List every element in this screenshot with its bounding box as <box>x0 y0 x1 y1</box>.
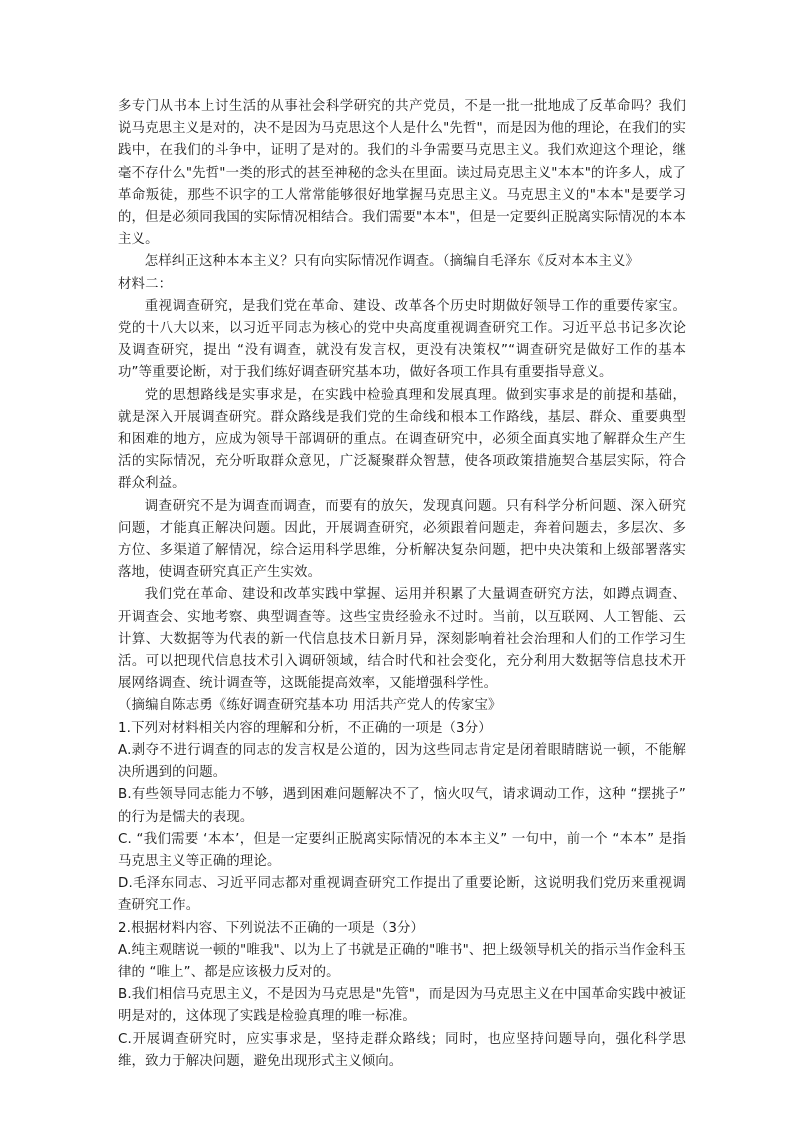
material-two-paragraph-3: 调查研究不是为调查而调查，而要有的放矢，发现真问题。只有科学分析问题、深入研究问题，才能真正解决问题。因此，开展调查研究，必须跟着问题走，奔着问题去，多层次、多方位、多渠道了解情况，综合运用科学思维，分析解决复杂问题，把中央决策和上级部署落实落地，使调查研究真正产生实效。 <box>118 498 686 581</box>
question-2-option-b: B.我们相信马克思主义，不是因为马克思是"先管"，而是因为马克思主义在中国革命实践中被证明是对的，这体现了实践是检验真理的唯一标准。 <box>118 987 686 1025</box>
material-two-paragraph-1: 重视调查研究，是我们党在革命、建设、改革各个历史时期做好领导工作的重要传家宝。党的十八大以来，以习近平同志为核心的党中央高度重视调查研究工作。习近平总书记多次论及调查研究，提出 “没有调查，就没有发言权，更没有决策权”“调查研究是做好工作的基本功”等重要论断，对于我们练好调查研究基本功，做好各项工作具有重要指导意义。 <box>118 298 686 381</box>
question-1-option-c: C. “我们需要 ‘本本’，但是一定要纠正脱离实际情况的本本主义” 一句中，前一个 “本本” 是指马克思主义等正确的理论。 <box>118 831 686 869</box>
material-two-label: 材料二： <box>118 276 173 292</box>
material-one-paragraph-1: 多专门从书本上讨生活的从事社会科学研究的共产党员，不是一批一批地成了反革命吗？我们说马克思主义是对的，决不是因为马克思这个人是什么"先哲"，而是因为他的理论，在我们的实践中，在我们的斗争中，证明了是对的。我们的斗争需要马克思主义。我们欢迎这个理论，继毫不存什么"先哲"一类的形式的甚至神秘的念头在里面。读过局克思主义"本本"的许多人，成了革命叛徒，那些不识字的工人常常能够很好地掌握马克思主义。马克思主义的"本本"是要学习的，但是必须同我国的实际情况相结合。我们需要"本本"，但是一定要纠正脱离实际情况的本本主义。 <box>118 99 686 248</box>
question-2-stem: 2.根据材料内容、下列说法不正确的一项是（3分） <box>118 920 425 936</box>
question-2-option-c: C.开展调查研究时，应实事求是，坚持走群众路线；同时，也应坚持问题导向，强化科学思维，致力于解决问题，避免出现形式主义倾向。 <box>118 1031 686 1069</box>
material-two-paragraph-4: 我们党在革命、建设和改革实践中掌握、运用并积累了大量调查研究方法，如蹲点调查、开调查会、实地考察、典型调查等。这些宝贵经验永不过时。当前，以互联网、人工智能、云计算、大数据等为代表的新一代信息技术日新月异，深刻影响着社会治理和人们的工作学习生活。可以把现代信息技术引入调研领域，结合时代和社会变化，充分利用大数据等信息技术开展网络调查、统计调查等，这既能提高效率，又能增强科学性。 <box>118 587 686 692</box>
question-1-option-b: B.有些领导同志能力不够，遇到困难问题解决不了，恼火叹气，请求调动工作，这种 “摆挑子” 的行为是懦夫的表现。 <box>118 787 686 825</box>
question-1-option-a: A.剥夺不进行调查的同志的发言权是公道的，因为这些同志肯定是闭着眼睛瞎说一顿，不能解决所遇到的问题。 <box>118 742 686 781</box>
material-one-paragraph-2: 怎样纠正这种本本主义？只有向实际情况作调查。（摘编自毛泽东《反对本本主义》 <box>144 254 640 270</box>
exam-page <box>118 96 686 1073</box>
question-1-stem: 1.下列对材料相关内容的理解和分析，不正确的一项是（3分） <box>118 720 492 736</box>
question-2-option-a: A.纯主观瞎说一顿的"唯我"、以为上了书就是正确的"唯书"、把上级领导机关的指示当作金科玉律的 “唯上”、都是应该极力反对的。 <box>118 942 686 980</box>
material-two-paragraph-2: 党的思想路线是实事求是，在实践中检验真理和发展真理。做到实事求是的前提和基础，就是深入开展调查研究。群众路线是我们党的生命线和根本工作路线，基层、群众、重要典型和困难的地方，应成为领导干部调研的重点。在调查研究中，必须全面真实地了解群众生产生活的实际情况，充分听取群众意见，广泛凝聚群众智慧，使各项政策措施契合基层实际，符合群众利益。 <box>118 387 686 492</box>
material-two-source: （摘编自陈志勇《练好调查研究基本功 用活共产党人的传家宝》 <box>118 698 502 714</box>
question-1-option-d: D.毛泽东同志、习近平同志都对重视调查研究工作提出了重要论断，这说明我们党历来重视调查研究工作。 <box>118 876 686 914</box>
